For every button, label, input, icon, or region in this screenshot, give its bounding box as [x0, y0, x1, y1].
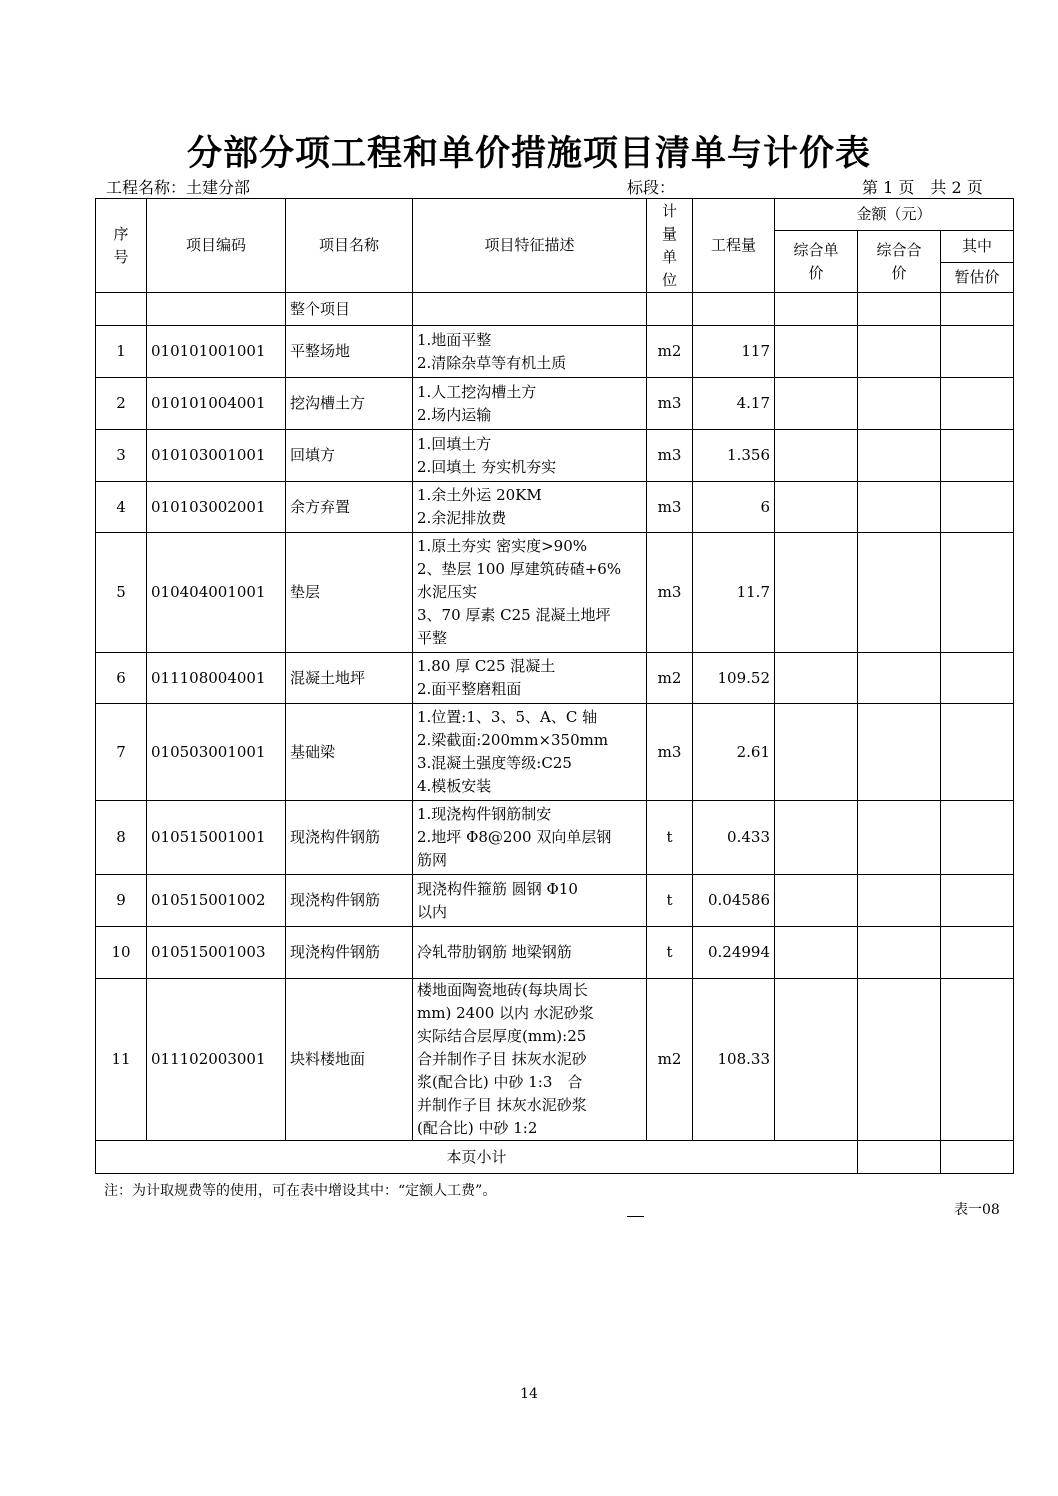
row-unit: t	[647, 927, 693, 979]
row-desc: 1.地面平整 2.清除杂草等有机土质	[413, 326, 647, 378]
row-qty: 2.61	[693, 704, 775, 801]
row-code: 010503001001	[147, 704, 286, 801]
page-indicator: 第 1 页 共 2 页	[862, 178, 983, 197]
bill-table	[95, 198, 1014, 1174]
empty-cell	[147, 293, 286, 326]
row-unit-price	[775, 653, 858, 704]
row-unit-price	[775, 326, 858, 378]
row-seq: 8	[96, 801, 147, 875]
row-qty: 0.04586	[693, 875, 775, 927]
row-desc: 楼地面陶瓷地砖(每块周长 mm) 2400 以内 水泥砂浆 实际结合层厚度(mm):25 合并制作子目 抹灰水泥砂 浆(配合比) 中砂 1:3 合 并制作子目 抹灰水泥砂浆 (配合比) 中砂 1:2	[413, 979, 647, 1141]
header-name: 项目名称	[286, 199, 413, 293]
row-seq: 6	[96, 653, 147, 704]
empty-cell	[647, 293, 693, 326]
header-total: 综合合 价	[858, 231, 941, 293]
group-label: 整个项目	[286, 293, 413, 326]
row-qty: 117	[693, 326, 775, 378]
row-total	[858, 482, 941, 533]
table-row	[96, 704, 1014, 801]
row-total	[858, 704, 941, 801]
row-code: 011108004001	[147, 653, 286, 704]
row-desc: 1.位置:1、3、5、A、C 轴 2.梁截面:200mm×350mm 3.混凝土强度等级:C25 4.模板安装	[413, 704, 647, 801]
table-row	[96, 482, 1014, 533]
header-unit: 计 量 单 位	[647, 199, 693, 293]
table-row	[96, 378, 1014, 430]
row-total	[858, 979, 941, 1141]
row-name: 挖沟槽土方	[286, 378, 413, 430]
row-desc: 1.回填土方 2.回填土 夯实机夯实	[413, 430, 647, 482]
row-qty: 1.356	[693, 430, 775, 482]
row-unit: m3	[647, 430, 693, 482]
row-desc: 1.现浇构件钢筋制安 2.地坪 Φ8@200 双向单层钢 筋网	[413, 801, 647, 875]
row-total	[858, 927, 941, 979]
row-total	[858, 653, 941, 704]
row-unit-price	[775, 430, 858, 482]
row-total	[858, 378, 941, 430]
row-provisional	[941, 482, 1014, 533]
row-seq: 5	[96, 533, 147, 653]
row-name: 余方弃置	[286, 482, 413, 533]
row-unit: m3	[647, 533, 693, 653]
subtotal-total	[858, 1141, 941, 1174]
header-row	[96, 199, 1014, 231]
row-code: 010103001001	[147, 430, 286, 482]
divider	[627, 1216, 644, 1217]
empty-cell	[693, 293, 775, 326]
row-name: 现浇构件钢筋	[286, 927, 413, 979]
row-name: 块料楼地面	[286, 979, 413, 1141]
section-label: 标段：	[627, 178, 676, 197]
row-provisional	[941, 875, 1014, 927]
row-provisional	[941, 653, 1014, 704]
row-unit-price	[775, 927, 858, 979]
row-seq: 7	[96, 704, 147, 801]
row-desc: 1.80 厚 C25 混凝土 2.面平整磨粗面	[413, 653, 647, 704]
footnote: 注：为计取规费等的使用，可在表中增设其中：“定额人工费”。	[104, 1183, 497, 1199]
row-code: 010101001001	[147, 326, 286, 378]
table-row	[96, 326, 1014, 378]
group-row	[96, 293, 1014, 326]
row-provisional	[941, 927, 1014, 979]
subtotal-row	[96, 1141, 1014, 1174]
project-name: 工程名称：土建分部	[106, 178, 251, 197]
row-name: 垫层	[286, 533, 413, 653]
row-seq: 3	[96, 430, 147, 482]
row-code: 010103002001	[147, 482, 286, 533]
row-unit: m2	[647, 326, 693, 378]
header-unit-price: 综合单 价	[775, 231, 858, 293]
header-amount: 金额（元）	[775, 199, 1014, 231]
row-provisional	[941, 378, 1014, 430]
header-desc: 项目特征描述	[413, 199, 647, 293]
header-code: 项目编码	[147, 199, 286, 293]
row-code: 010515001001	[147, 801, 286, 875]
row-code: 010404001001	[147, 533, 286, 653]
row-qty: 0.24994	[693, 927, 775, 979]
empty-cell	[858, 293, 941, 326]
header-provisional: 暂估价	[941, 263, 1014, 293]
table-row	[96, 979, 1014, 1141]
row-seq: 10	[96, 927, 147, 979]
row-qty: 108.33	[693, 979, 775, 1141]
empty-cell	[413, 293, 647, 326]
row-unit-price	[775, 533, 858, 653]
table-row	[96, 430, 1014, 482]
row-unit: m3	[647, 704, 693, 801]
row-total	[858, 801, 941, 875]
row-desc: 1.原土夯实 密实度>90% 2、垫层 100 厚建筑砖碴+6% 水泥压实 3、70 厚素 C25 混凝土地坪 平整	[413, 533, 647, 653]
header-qty: 工程量	[693, 199, 775, 293]
row-provisional	[941, 979, 1014, 1141]
row-name: 回填方	[286, 430, 413, 482]
header-seq: 序 号	[96, 199, 147, 293]
row-qty: 0.433	[693, 801, 775, 875]
row-unit-price	[775, 704, 858, 801]
row-desc: 现浇构件箍筋 圆钢 Φ10 以内	[413, 875, 647, 927]
row-qty: 109.52	[693, 653, 775, 704]
row-unit: t	[647, 801, 693, 875]
row-desc: 1.人工挖沟槽土方 2.场内运输	[413, 378, 647, 430]
row-unit-price	[775, 378, 858, 430]
row-provisional	[941, 704, 1014, 801]
row-provisional	[941, 430, 1014, 482]
row-unit-price	[775, 482, 858, 533]
row-name: 平整场地	[286, 326, 413, 378]
row-provisional	[941, 326, 1014, 378]
row-qty: 4.17	[693, 378, 775, 430]
row-name: 混凝土地坪	[286, 653, 413, 704]
row-code: 011102003001	[147, 979, 286, 1141]
row-unit-price	[775, 875, 858, 927]
table-row	[96, 653, 1014, 704]
table-row	[96, 927, 1014, 979]
header-of-which: 其中	[941, 231, 1014, 263]
row-name: 基础梁	[286, 704, 413, 801]
row-provisional	[941, 801, 1014, 875]
row-desc: 冷轧带肋钢筋 地梁钢筋	[413, 927, 647, 979]
page-title: 分部分项工程和单价措施项目清单与计价表	[186, 134, 871, 174]
row-code: 010101004001	[147, 378, 286, 430]
row-seq: 9	[96, 875, 147, 927]
row-seq: 2	[96, 378, 147, 430]
row-total	[858, 430, 941, 482]
row-total	[858, 533, 941, 653]
subtotal-provisional	[941, 1141, 1014, 1174]
row-total	[858, 875, 941, 927]
row-code: 010515001002	[147, 875, 286, 927]
row-qty: 11.7	[693, 533, 775, 653]
row-seq: 1	[96, 326, 147, 378]
row-total	[858, 326, 941, 378]
row-unit: m3	[647, 378, 693, 430]
row-name: 现浇构件钢筋	[286, 875, 413, 927]
row-unit-price	[775, 801, 858, 875]
page-number: 14	[520, 1386, 538, 1402]
table-row	[96, 801, 1014, 875]
row-desc: 1.余土外运 20KM 2.余泥排放费	[413, 482, 647, 533]
row-code: 010515001003	[147, 927, 286, 979]
table-row	[96, 875, 1014, 927]
form-number: 表一08	[954, 1202, 1000, 1218]
row-provisional	[941, 533, 1014, 653]
row-qty: 6	[693, 482, 775, 533]
empty-cell	[96, 293, 147, 326]
table-row	[96, 533, 1014, 653]
row-unit: m2	[647, 979, 693, 1141]
row-unit-price	[775, 979, 858, 1141]
subtotal-label: 本页小计	[96, 1141, 858, 1174]
row-seq: 11	[96, 979, 147, 1141]
empty-cell	[941, 293, 1014, 326]
row-unit: t	[647, 875, 693, 927]
row-seq: 4	[96, 482, 147, 533]
row-name: 现浇构件钢筋	[286, 801, 413, 875]
row-unit: m2	[647, 653, 693, 704]
empty-cell	[775, 293, 858, 326]
row-unit: m3	[647, 482, 693, 533]
